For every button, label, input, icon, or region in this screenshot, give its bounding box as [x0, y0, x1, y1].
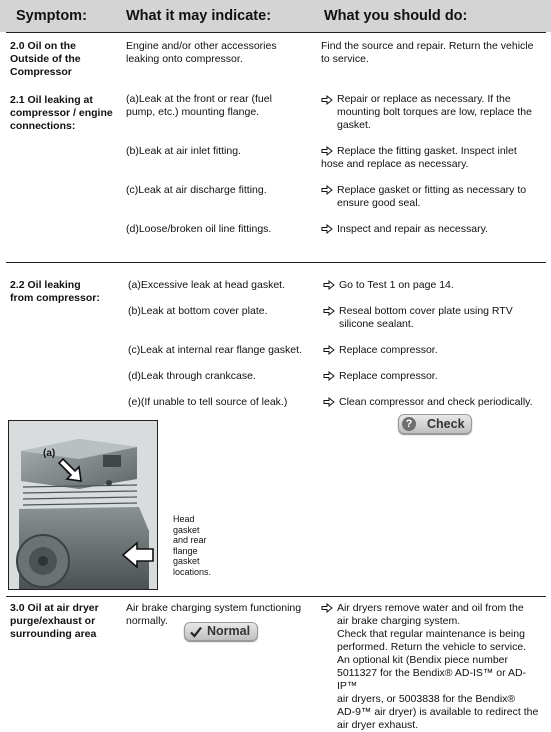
- question-icon: ?: [402, 417, 416, 431]
- symptom-2-1: [10, 94, 113, 133]
- table-header: [0, 0, 551, 32]
- todo-2-0: [321, 40, 533, 66]
- indicate-text: leaking onto compressor.: [126, 53, 243, 65]
- symptom-2-0: [10, 40, 81, 79]
- todo-text: Replace gasket or fitting as necessary to: [337, 184, 527, 196]
- symptom-text: Compressor: [10, 66, 72, 78]
- todo-text: Find the source and repair. Return the vehicle: [321, 40, 534, 52]
- todo-text: gasket.: [337, 119, 371, 131]
- indicate-2-0: [126, 40, 277, 66]
- header-indicate: What it may indicate:: [126, 8, 272, 24]
- todo-text: AD-9™ air dryer) is available to redirect the: [337, 706, 539, 718]
- symptom-text: 2.0 Oil on the: [10, 40, 76, 52]
- indicate-2-2a: (a)Excessive leak at head gasket.: [128, 279, 285, 291]
- caption-text: and rear: [173, 535, 207, 545]
- arrow-right-icon: [321, 602, 333, 614]
- photo-label: (a): [43, 448, 56, 459]
- todo-2-1d: Inspect and repair as necessary.: [337, 223, 488, 235]
- todo-text: to service.: [321, 53, 369, 65]
- todo-text: air dryers, or 5003838 for the Bendix®: [337, 693, 516, 705]
- photo-caption: [173, 514, 211, 577]
- todo-text: Check that regular maintenance is being: [337, 628, 525, 640]
- todo-2-1b: [337, 145, 517, 158]
- header-todo: What you should do:: [324, 8, 468, 24]
- symptom-3-0: [10, 602, 99, 641]
- arrow-right-icon: [323, 344, 335, 356]
- todo-text: silicone sealant.: [339, 318, 414, 330]
- caption-text: gasket: [173, 556, 200, 566]
- caption-text: Head: [173, 514, 195, 524]
- arrow-right-icon: [321, 223, 333, 235]
- todo-text: air brake charging system.: [337, 615, 461, 627]
- checkmark-icon: [190, 626, 202, 638]
- header-rule: [6, 32, 546, 33]
- row-divider: [6, 596, 546, 597]
- arrow-right-icon: [321, 145, 333, 157]
- compressor-photo: [8, 420, 158, 590]
- indicate-2-1a: [126, 93, 272, 119]
- arrow-right-icon: [323, 279, 335, 291]
- todo-text: Reseal bottom cover plate using RTV: [339, 305, 513, 317]
- indicate-2-2c: (c)Leak at internal rear flange gasket.: [128, 344, 302, 356]
- indicate-2-2b: (b)Leak at bottom cover plate.: [128, 305, 268, 317]
- normal-button-label: Normal: [207, 624, 251, 638]
- row-divider: [6, 262, 546, 263]
- todo-text: Repair or replace as necessary. If the: [337, 93, 511, 105]
- todo-2-2c: Replace compressor.: [339, 344, 438, 356]
- caption-text: flange: [173, 545, 198, 556]
- todo-3-0: [337, 602, 543, 732]
- symptom-text: compressor / engine: [10, 107, 113, 119]
- arrow-right-icon: [321, 184, 333, 196]
- indicate-text: (a)Leak at the front or rear (fuel: [126, 93, 272, 105]
- todo-text: An optional kit (Bendix piece number: [337, 654, 509, 666]
- compressor-illustration: [9, 421, 157, 589]
- arrow-right-icon: [323, 370, 335, 382]
- indicate-2-1c: (c)Leak at air discharge fitting.: [126, 184, 267, 196]
- todo-2-2d: Replace compressor.: [339, 370, 438, 382]
- symptom-text: surrounding area: [10, 628, 97, 640]
- symptom-2-2: [10, 279, 100, 305]
- caption-text: gasket: [173, 524, 200, 535]
- todo-text: Air dryers remove water and oil from the: [337, 602, 524, 614]
- indicate-2-2d: (d)Leak through crankcase.: [128, 370, 256, 382]
- indicate-2-2e: (e)(If unable to tell source of leak.): [128, 396, 288, 408]
- todo-text: mounting bolt torques are low, replace the: [337, 106, 532, 118]
- symptom-text: 3.0 Oil at air dryer: [10, 602, 99, 614]
- header-symptom: Symptom:: [16, 8, 87, 24]
- check-button-label: Check: [427, 417, 465, 431]
- symptom-text: 2.2 Oil leaking: [10, 279, 81, 291]
- symptom-text: Outside of the: [10, 53, 81, 65]
- todo-2-2a: Go to Test 1 on page 14.: [339, 279, 454, 291]
- arrow-right-icon: [323, 396, 335, 408]
- check-button[interactable]: [398, 414, 472, 434]
- indicate-text: Engine and/or other accessories: [126, 40, 277, 52]
- todo-text: 5011327 for the Bendix® AD-IS™ or AD-IP™: [337, 667, 527, 692]
- todo-text: ensure good seal.: [337, 197, 421, 209]
- symptom-text: 2.1 Oil leaking at: [10, 94, 93, 106]
- todo-2-2e: Clean compressor and check periodically.: [339, 396, 533, 408]
- todo-2-2b: [339, 305, 513, 331]
- indicate-text: normally.: [126, 615, 168, 627]
- todo-2-1c: [337, 184, 526, 210]
- indicate-2-1d: (d)Loose/broken oil line fittings.: [126, 223, 272, 235]
- todo-2-1a: [337, 93, 541, 132]
- arrow-right-icon: [323, 305, 335, 317]
- todo-text: Replace the fitting gasket. Inspect inlet: [337, 145, 517, 157]
- indicate-text: pump, etc.) mounting flange.: [126, 106, 260, 118]
- symptom-text: from compressor:: [10, 292, 100, 304]
- indicate-2-1b: (b)Leak at air inlet fitting.: [126, 145, 241, 157]
- caption-text: locations.: [173, 566, 212, 577]
- indicate-text: Air brake charging system functioning: [126, 602, 302, 614]
- symptom-text: connections:: [10, 120, 76, 132]
- normal-button[interactable]: [184, 622, 258, 641]
- arrow-right-icon: [321, 94, 333, 106]
- todo-text: performed. Return the vehicle to service.: [337, 641, 527, 653]
- todo-text: air dryer exhaust.: [337, 719, 419, 731]
- todo-2-1b-cont: hose and replace as necessary.: [321, 158, 469, 170]
- symptom-text: purge/exhaust or: [10, 615, 96, 627]
